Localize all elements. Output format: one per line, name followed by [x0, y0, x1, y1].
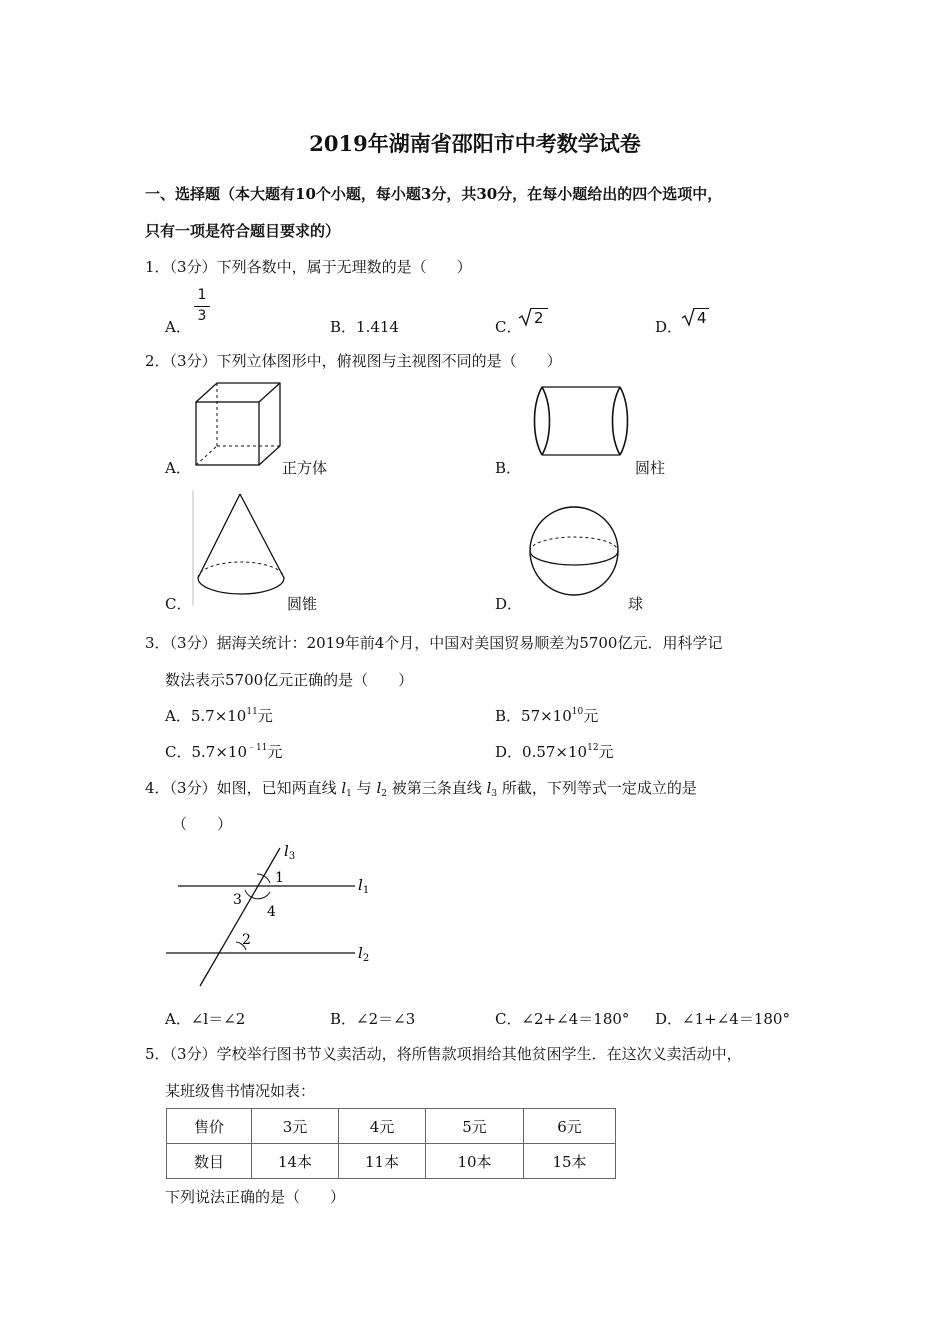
q5-stem-line2: 某班级售书情况如表： [165, 1082, 316, 1100]
cone-figure [192, 490, 292, 608]
q3-stem-line1: 3．（3分）据海关统计：2019年前4个月，中国对美国贸易顺差为5700亿元．用科学记 [145, 634, 723, 652]
table-cell: 15本 [524, 1144, 616, 1179]
angle-label: 4 [267, 904, 276, 920]
page-title: 2019年湖南省邵阳市中考数学试卷 [309, 131, 641, 156]
q1-option-d-label: D． [655, 318, 683, 336]
q1-fraction-denominator: 3 [197, 308, 207, 324]
cylinder-figure [532, 385, 632, 457]
q5-stem-line1: 5．（3分）学校举行图书节义卖活动，将所售款项捐给其他贫困学生．在这次义卖活动中， [145, 1045, 742, 1063]
table-row [167, 1109, 616, 1144]
q4-option-a: A．∠l＝∠2 [165, 1010, 246, 1028]
q4-option-c: C．∠2+∠4＝180° [495, 1010, 630, 1028]
fraction-bar [194, 306, 210, 307]
q3-option-c: C．$5.7\times 10^{﹣11}$元 [165, 743, 283, 761]
section-heading-line2: 只有一项是符合题目要求的） [145, 222, 341, 240]
table-cell: 3元 [252, 1109, 339, 1144]
q2-option-a-name: 正方体 [282, 459, 328, 477]
sphere-figure [528, 505, 620, 597]
q3-stem-line2: 数法表示5700亿元正确的是（ ） [165, 671, 414, 689]
q2-option-c-label: C． [165, 595, 192, 613]
q5-after: 下列说法正确的是（ ） [165, 1188, 346, 1206]
q2-option-d-name: 球 [628, 595, 644, 613]
q1-option-a-label: A． [165, 318, 191, 336]
angle-label: 3 [233, 892, 242, 908]
sqrt-sign-icon [681, 307, 695, 327]
q1-stem: 1．（3分）下列各数中，属于无理数的是（ ） [145, 258, 472, 276]
table-row [167, 1144, 616, 1179]
section-heading-line1: 一、选择题（本大题有10个小题，每小题3分，共30分，在每小题给出的四个选项中， [145, 185, 723, 203]
q3-option-d: D．$0.57\times 10^{12}$元 [495, 743, 614, 761]
q2-option-c-name: 圆锥 [287, 595, 318, 613]
q1-option-b: B．1.414 [330, 318, 399, 336]
sales-table [166, 1108, 616, 1179]
table-cell: 售价 [167, 1109, 252, 1144]
table-cell: 11本 [339, 1144, 426, 1179]
parallel-lines-figure [160, 840, 380, 990]
angle-label: 1 [275, 870, 284, 886]
q1-fraction-numerator: 1 [197, 287, 207, 303]
angle-label: 2 [242, 932, 251, 948]
q2-option-a-label: A． [165, 459, 191, 477]
q4-paren: （ ） [172, 815, 233, 833]
q1-option-d-radicand: 4 [697, 309, 707, 327]
sqrt-sign-icon [518, 307, 532, 327]
q4-stem: 4．（3分）如图，已知两直线 $l_1$ 与 $l_2$ 被第三条直线 $l_3$ 所截，下列等式一定成立的是 [145, 779, 697, 799]
table-cell: 6元 [524, 1109, 616, 1144]
table-cell: 10本 [426, 1144, 524, 1179]
table-cell: 数目 [167, 1144, 252, 1179]
q4-option-b: B．∠2＝∠3 [330, 1010, 416, 1028]
table-cell: 14本 [252, 1144, 339, 1179]
line-label-l2: $l_2$ [358, 944, 370, 964]
q3-option-a: A．$5.7\times 10^{11}$元 [165, 707, 273, 725]
q1-option-c-label: C． [495, 318, 522, 336]
q1-option-c-radicand: 2 [534, 309, 544, 327]
q2-stem: 2．（3分）下列立体图形中，俯视图与主视图不同的是（ ） [145, 352, 562, 370]
q3-option-b: B．$57\times 10^{10}$元 [495, 707, 599, 725]
table-cell: 5元 [426, 1109, 524, 1144]
q2-option-d-label: D． [495, 595, 523, 613]
q2-option-b-label: B． [495, 459, 522, 477]
line-label-l1: $l_1$ [358, 876, 370, 896]
q2-option-b-name: 圆柱 [635, 459, 666, 477]
q4-option-d: D．∠1+∠4＝180° [655, 1010, 790, 1028]
line-label-l3: $l_3$ [284, 842, 296, 862]
cube-figure [195, 382, 285, 467]
table-cell: 4元 [339, 1109, 426, 1144]
